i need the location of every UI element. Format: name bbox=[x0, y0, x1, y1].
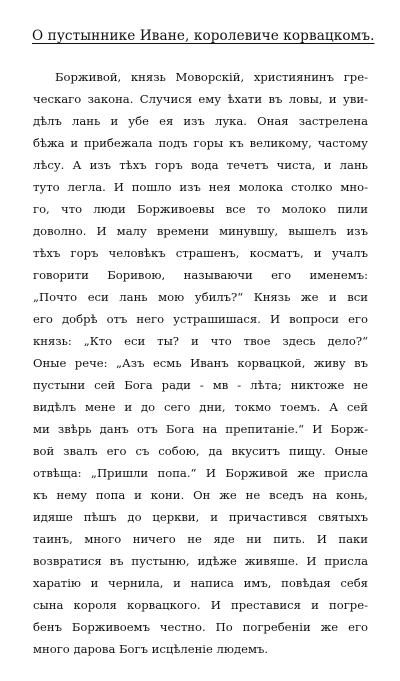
text-line: харатію и чернила, и написа имъ, повѣдая себя bbox=[33, 576, 368, 590]
text-line: туто легла. И пошло изъ нея молока столко мно- bbox=[33, 180, 368, 194]
text-line: Оные рече: „Азъ есмь Иванъ корвацкой, живу въ bbox=[33, 356, 368, 370]
paragraph bbox=[33, 66, 368, 660]
text-line: ми звѣрь данъ отъ Бога на препитаніе.“ И Борж- bbox=[33, 422, 368, 436]
text-line: его добрѣ отъ него устрашишася. И вопроси его bbox=[33, 312, 368, 326]
text-line: доволно. И малу времени минувшу, вышелъ изъ bbox=[33, 224, 368, 238]
text-line: говорити Боривою, называючи его именемъ: bbox=[33, 268, 368, 282]
text-line: видѣлъ мене и до сего дни, токмо тоемъ. А сей bbox=[33, 400, 368, 414]
text-line: пустыни сей Бога ради - мв - лѣта; никтоже не bbox=[33, 378, 368, 392]
text-line: бѣжа и прибежала подъ горы къ великому, частому bbox=[33, 136, 368, 150]
text-line: „Почто еси лань мою убилъ?“ Князь же и вси bbox=[33, 290, 368, 304]
text-line: го, что люди Борживоевы все то молоко пили bbox=[33, 202, 368, 216]
text-line: идяше пѣшъ до церкви, и причастився святыхъ bbox=[33, 510, 368, 524]
text-line: таинъ, много ничего не яде ни пить. И паки bbox=[33, 532, 368, 546]
text-line: много дарова Богъ исцѣленіе людемъ. bbox=[33, 642, 269, 656]
text-line: вой звалъ его съ собою, да вкуситъ пищу. Оные bbox=[33, 444, 368, 458]
text-line: тѣхъ горъ человѣкъ страшенъ, косматъ, и учалъ bbox=[33, 246, 368, 260]
text-line: бенъ Борживоемъ честно. По погребенiи же его bbox=[33, 620, 368, 634]
text-line: отвѣща: „Пришли попа.“ И Борживой же присла bbox=[33, 466, 368, 480]
text-line: къ нему попа и кони. Он же не вседъ на конь, bbox=[33, 488, 368, 502]
chapter-title: О пустыннике Иване, королевиче корвацкомъ. bbox=[32, 28, 375, 44]
text-line: дѣлъ лань и убе ея изъ лука. Оная застрелена bbox=[33, 114, 368, 128]
text-line: Борживой, князь Моворскій, християнинъ гре- bbox=[55, 70, 368, 84]
text-line: возвратися въ пустыню, идѣже живяше. И присла bbox=[33, 554, 368, 568]
text-line: ческаго закона. Случися ему ѣхати въ ловы, и уви- bbox=[33, 92, 368, 106]
text-line: сына короля корвацкого. И преставися и погре- bbox=[33, 598, 368, 612]
text-line: князь: „Кто еси ты? и что твое здесь дело?“ bbox=[33, 334, 368, 348]
text-line: лѣсу. А изъ тѣхъ горъ вода течетъ чиста, и лань bbox=[33, 158, 368, 172]
